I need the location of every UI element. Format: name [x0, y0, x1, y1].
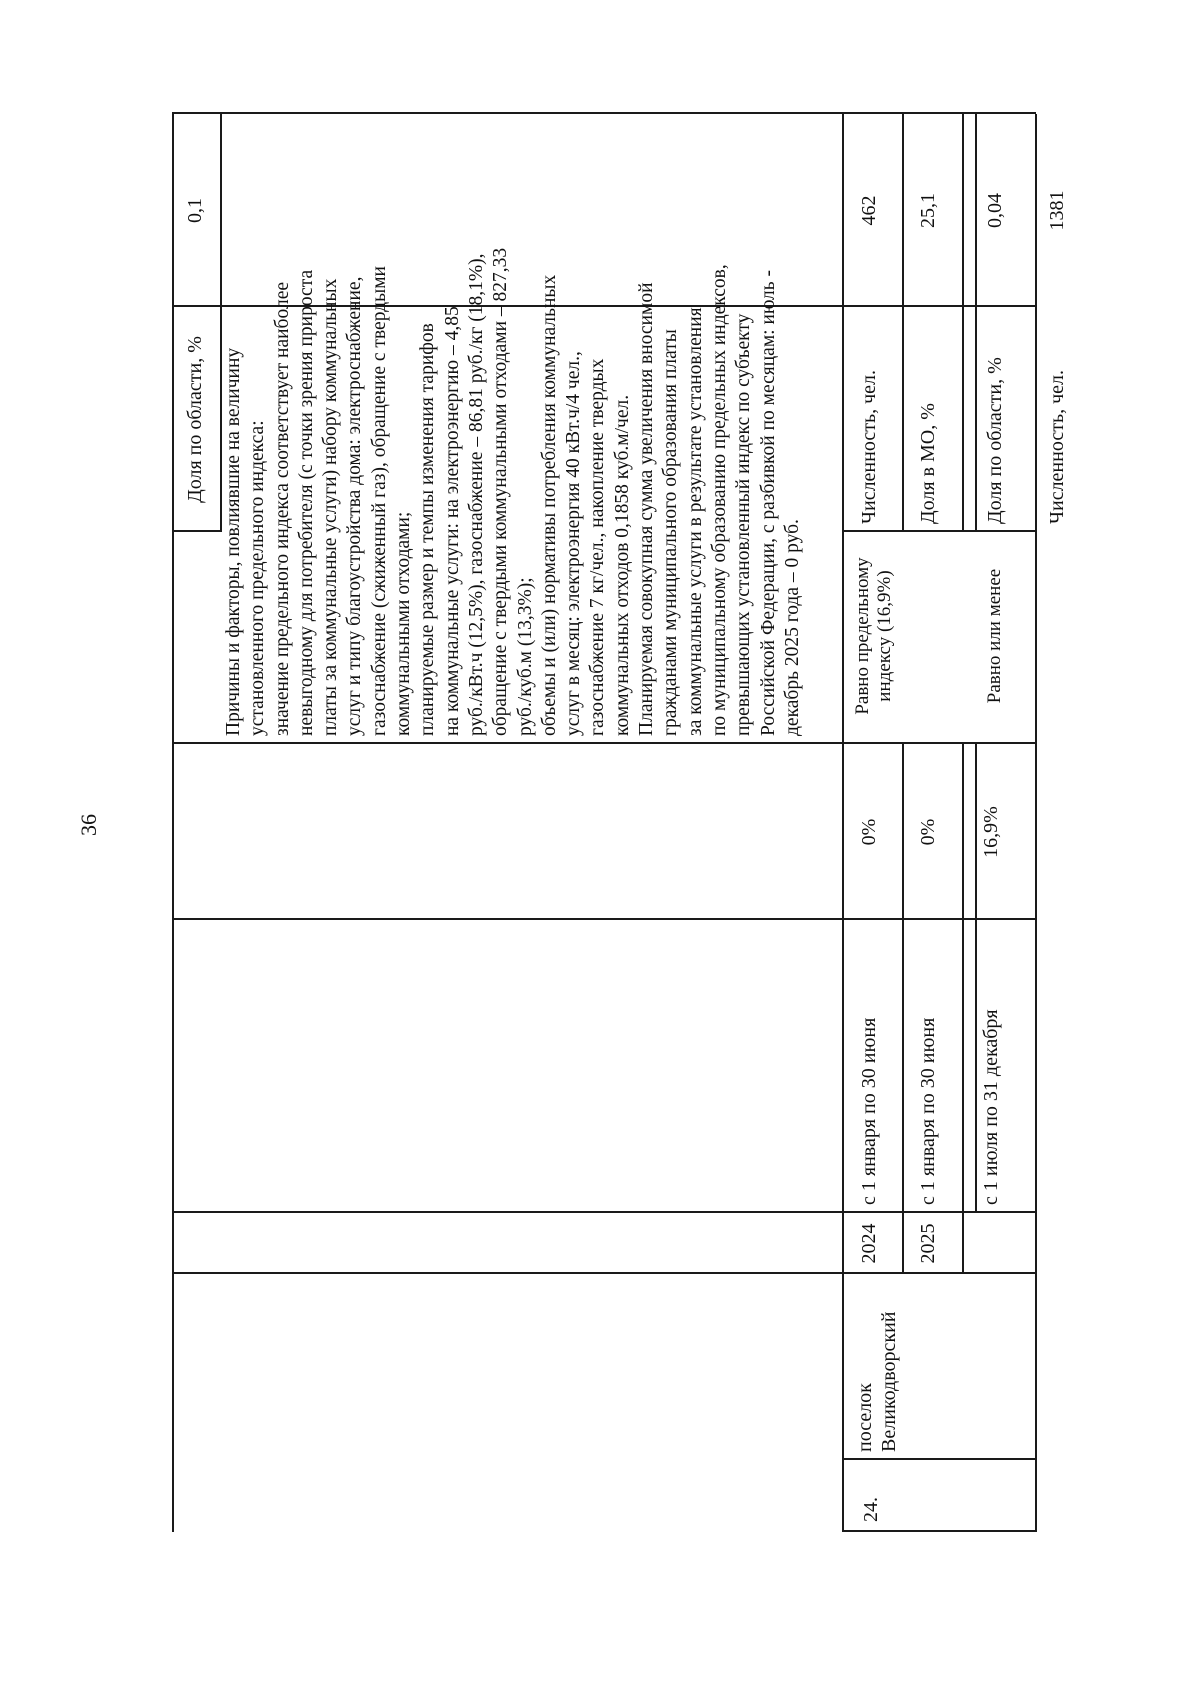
less-population-value: 1381	[1046, 190, 1068, 231]
factors-line: услуг в месяц: электроэнергия 40 кВт.ч/4 чел.,	[563, 351, 585, 736]
less-population-label: Численность, чел.	[1046, 370, 1068, 524]
right-line-1	[902, 114, 904, 532]
factors-line: газоснабжение (сжиженный газ), обращение с твердыми	[368, 266, 390, 736]
period-label: с 1 января по 30 июня	[917, 1017, 939, 1205]
mo-share-label: Доля в МО, %	[917, 403, 939, 524]
right-line-2	[962, 114, 964, 532]
factors-line: значение предельного индекса соответствует наиболее	[271, 281, 293, 736]
factors-line: руб./кВт.ч (12,5%), газоснабжение – 86,81 руб./кг (18,1%),	[465, 253, 487, 736]
factors-line: обращение с твердыми коммунальными отходами – 827,33	[490, 247, 512, 736]
col-number-border	[842, 1458, 1036, 1460]
factors-line: планируемые размер и темпы изменения тарифов	[417, 323, 439, 736]
region-share-label: Доля по области, %	[984, 357, 1006, 524]
col-year-border	[172, 1211, 1036, 1213]
top-row-label: Доля по области, %	[184, 336, 206, 503]
less-block-label: Равно или менее	[984, 568, 1005, 704]
factors-line: по муниципальному образованию предельных индексов,	[708, 264, 730, 736]
period-line-1	[902, 744, 904, 1274]
factors-paragraph	[222, 116, 805, 736]
factors-line: невыгодному для потребителя (с точки зрения прироста	[295, 269, 317, 736]
factors-line: коммунальных отходов 0,1858 куб.м/чел.	[611, 394, 633, 736]
page-number: 36	[76, 814, 101, 836]
table-left-border	[842, 1530, 1036, 1532]
table-right-border	[172, 112, 1036, 114]
factors-line: коммунальными отходами;	[393, 511, 415, 736]
col-equal-border	[842, 530, 1036, 532]
period-value: 0%	[917, 818, 939, 846]
factors-line: руб./куб.м (13,3%);	[514, 577, 536, 736]
region-share-value: 0,04	[984, 193, 1006, 228]
factors-line: на коммунальные услуги: на электроэнергию – 4,85	[441, 306, 463, 736]
period-line-2	[962, 744, 964, 1213]
year-2025: 2025	[917, 1223, 939, 1264]
factors-line: платы за коммунальные услуги) набору коммунальных	[320, 278, 342, 736]
row-number: 24.	[860, 1497, 882, 1522]
factors-line: Планируемая совокупная сумма увеличения вносимой	[636, 282, 658, 736]
year-line	[962, 1213, 964, 1274]
col-value-border	[172, 742, 1036, 744]
factors-line: Российской Федерации, с разбивкой по месяцам: июль -	[757, 270, 779, 736]
year-2024: 2024	[858, 1223, 880, 1264]
population-value: 462	[858, 195, 880, 226]
factors-line: Причины и факторы, повлиявшие на величину	[223, 347, 244, 736]
mo-share-value: 25,1	[917, 193, 939, 228]
rotated-table-page	[172, 112, 1122, 1532]
factors-line: превышающих установленный индекс по субъекту	[733, 313, 755, 736]
equal-block-label: Равно предельному индексу (16,9%)	[852, 557, 896, 715]
population-label: Численность, чел.	[858, 370, 880, 524]
factors-line: установленного предельного индекса:	[247, 420, 269, 736]
period-line-3	[975, 744, 977, 1213]
right-line-3	[975, 114, 977, 532]
table-bottom-border	[1035, 114, 1037, 1532]
period-value: 0%	[858, 818, 880, 846]
factors-line: газоснабжение 7 кг/чел., накопление твердых	[587, 358, 609, 736]
factors-line: гражданами муниципального образования платы	[660, 329, 682, 736]
factors-line: декабрь 2025 года – 0 руб.	[781, 519, 803, 736]
period-value: 16,9%	[980, 806, 1002, 858]
col-period-border	[172, 918, 1036, 920]
factors-line: услуг и типу благоустройства дома: электроснабжение,	[344, 276, 366, 736]
factors-line: объемы и (или) нормативы потребления коммунальных	[538, 274, 560, 736]
settlement-name: поселок Великодворский	[854, 1311, 900, 1452]
period-label: с 1 июля по 31 декабря	[980, 1009, 1002, 1205]
col-settlement-border	[172, 1272, 1036, 1274]
table-top-border	[172, 114, 174, 1532]
factors-line: за коммунальные услуги в результате установления	[684, 307, 706, 736]
row-24-top-border	[842, 114, 844, 1532]
period-label: с 1 января по 30 июня	[858, 1017, 880, 1205]
top-row-value: 0,1	[184, 198, 206, 223]
